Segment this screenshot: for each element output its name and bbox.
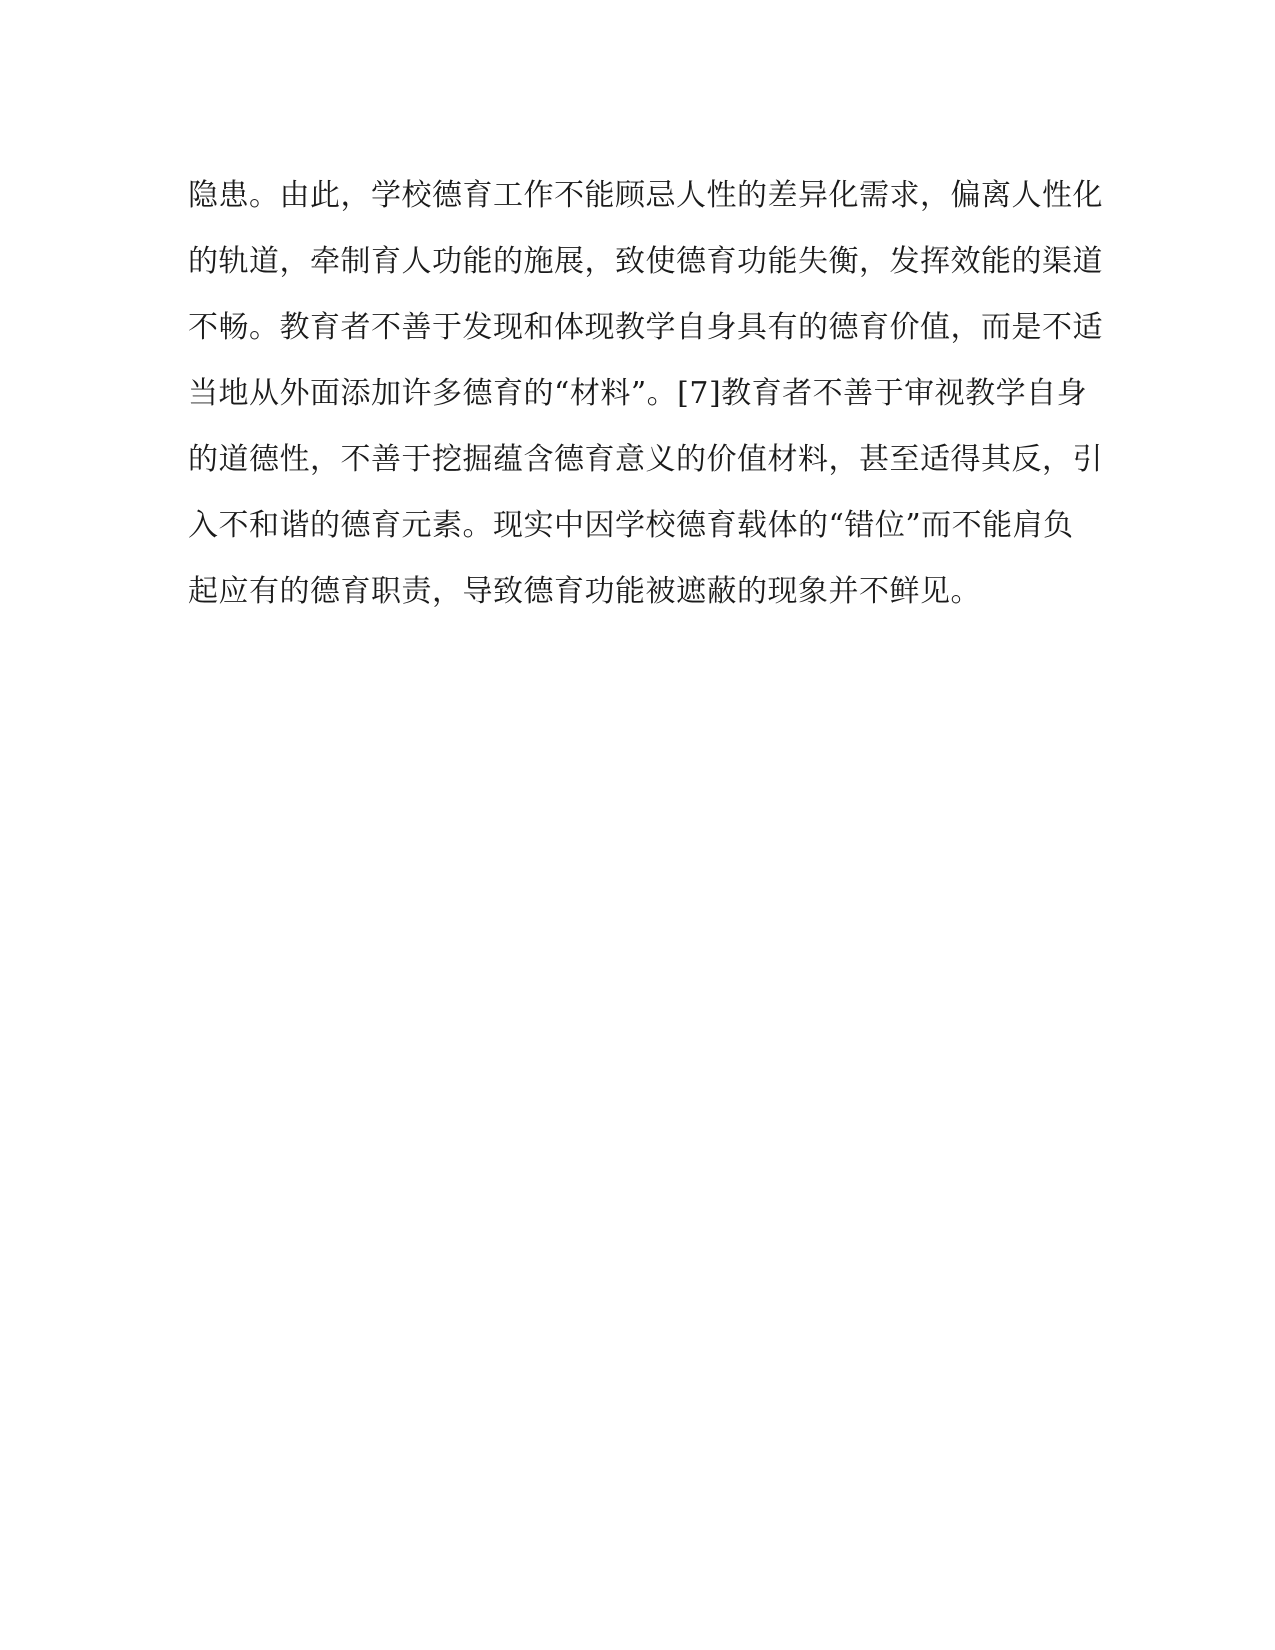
paragraph-line: 不畅。教育者不善于发现和体现教学自身具有的德育价值，而是不适 — [188, 310, 1103, 345]
body-paragraph — [188, 163, 1103, 625]
paragraph-line: 隐患。由此，学校德育工作不能顾忌人性的差异化需求，偏离人性化 — [188, 178, 1103, 213]
paragraph-line: 入不和谐的德育元素。现实中因学校德育载体的“错位”而不能肩负 — [188, 508, 1074, 543]
paragraph-line: 起应有的德育职责，导致德育功能被遮蔽的现象并不鲜见。 — [188, 574, 981, 609]
paragraph-line: 的轨道，牵制育人功能的施展，致使德育功能失衡，发挥效能的渠道 — [188, 244, 1103, 279]
paragraph-line: 当地从外面添加许多德育的“材料”。[7]教育者不善于审视教学自身 — [188, 376, 1088, 411]
paragraph-line: 的道德性，不善于挖掘蕴含德育意义的价值材料，甚至适得其反，引 — [188, 442, 1103, 477]
